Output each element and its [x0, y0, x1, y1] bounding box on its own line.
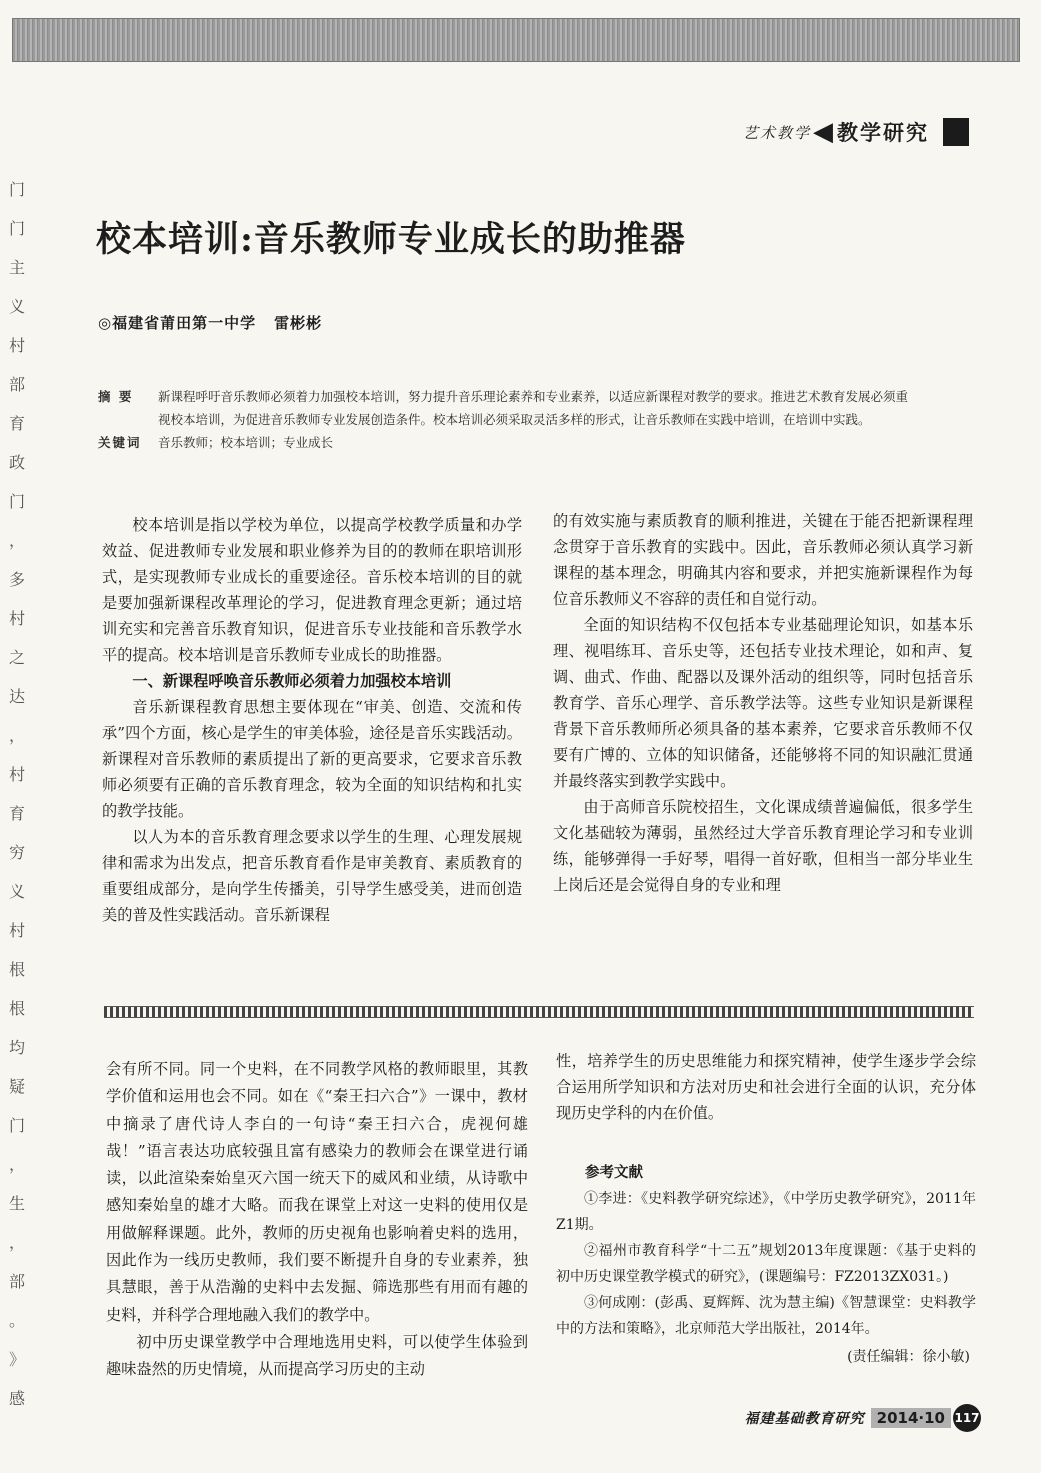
abstract-text: 新课程呼吁音乐教师必须着力加强校本培训，努力提升音乐理论素养和专业素养，以适应新课程对教学的要求。推进艺术教育发展必须重视校本培训，为促进音乐教师专业发展创造条件。校本培训必须采取灵活多样的形式，让音乐教师在实践中培训，在培训中实践。	[158, 389, 909, 427]
edge-fragment: 部	[8, 375, 25, 394]
edge-fragment: 义	[8, 297, 25, 316]
edge-fragment: 村	[8, 336, 25, 355]
journal-name: 福建基础教育研究	[744, 1411, 865, 1427]
edge-fragment: ，	[8, 1233, 25, 1252]
page-footer	[745, 1404, 981, 1432]
arrow-left-icon: ◀	[813, 117, 833, 147]
paragraph: 全面的知识结构不仅包括本专业基础理论知识，如基本乐理、视唱练耳、音乐史等，还包括专业技术理论，如和声、复调、曲式、作曲、配器以及课外活动的组织等，同时包括音乐教育学、音乐心理学、音乐教学法等。这些专业知识是新课程背景下音乐教师所必须具备的基本素养，它要求音乐教师不仅要有广博的、立体的知识储备，还能够将不同的知识融汇贯通并最终落实到教学实践中。	[553, 616, 973, 790]
edge-fragment: ，	[8, 1155, 25, 1174]
edge-fragment: 根	[8, 999, 25, 1018]
abstract-label: 摘 要	[98, 389, 134, 404]
scan-top-band	[12, 18, 1020, 62]
section-block-mark	[943, 118, 969, 146]
edge-fragment: 门	[8, 492, 25, 511]
edge-fragment: 疑	[8, 1077, 25, 1096]
prev-article-column-left	[106, 1056, 528, 1384]
editor-credit: (责任编辑：徐小敏)	[847, 1349, 970, 1365]
paragraph: 校本培训是指以学校为单位，以提高学校教学质量和办学效益、促进教师专业发展和职业修养为目的的教师在职培训形式，是实现教师专业成长的重要途径。音乐校本培训的目的就是要加强新课程改革理论的学习，促进教育理念更新；通过培训充实和完善音乐教育知识，促进音乐专业技能和音乐教学水平的提高。校本培训是音乐教师专业成长的助推器。	[102, 516, 522, 664]
author-line	[98, 312, 322, 333]
article-column-right	[553, 508, 973, 898]
reference-item: ①李进：《史料教学研究综述》，《中学历史教学研究》，2011年Z1期。	[556, 1191, 976, 1233]
edge-fragment: 多	[8, 570, 25, 589]
edge-fragment: 穷	[8, 843, 25, 862]
article-divider	[104, 1006, 974, 1018]
author-name: 雷彬彬	[274, 314, 323, 332]
edge-fragment: 部	[8, 1272, 25, 1291]
edge-fragment: 门	[8, 1116, 25, 1135]
edge-fragment: 村	[8, 921, 25, 940]
edge-fragment: 感	[8, 1389, 25, 1408]
edge-fragment: 》	[8, 1350, 25, 1369]
paragraph: 的有效实施与素质教育的顺利推进，关键在于能否把新课程理念贯穿于音乐教育的实践中。因此，音乐教师必须认真学习新课程的基本理念，明确其内容和要求，并把实施新课程作为每位音乐教师义不容辞的责任和自觉行动。	[553, 512, 973, 608]
issue-number: 2014·10	[871, 1408, 951, 1428]
edge-fragment: 育	[8, 804, 25, 823]
reference-item: ③何成刚：(彭禹、夏辉辉、沈为慧主编)《智慧课堂：史料教学中的方法和策略》，北京师范大学出版社，2014年。	[556, 1295, 976, 1337]
edge-fragment: 村	[8, 765, 25, 784]
edge-fragment: 均	[8, 1038, 25, 1057]
references-title: 参考文献	[585, 1165, 643, 1181]
edge-fragment: 之	[8, 648, 25, 667]
paragraph: 音乐新课程教育思想主要体现在“审美、创造、交流和传承”四个方面，核心是学生的审美体验，途径是音乐实践活动。新课程对音乐教师的素质提出了新的更高要求，它要求音乐教师必须要有正确的音乐教育理念，较为全面的知识结构和扎实的教学技能。	[102, 698, 522, 820]
prev-article-column-right	[556, 1048, 976, 1370]
edge-fragment: 主	[8, 258, 25, 277]
edge-fragment: 达	[8, 687, 25, 706]
edge-fragment: 门	[8, 180, 25, 199]
edge-fragment: 根	[8, 960, 25, 979]
edge-fragment: 村	[8, 609, 25, 628]
section-sub-label: 艺术教学	[742, 123, 811, 142]
paragraph: 由于高师音乐院校招生，文化课成绩普遍偏低，很多学生文化基础较为薄弱，虽然经过大学音乐教育理论学习和专业训练，能够弹得一手好琴，唱得一首好歌，但相当一部分毕业生上岗后还是会觉得自身的专业和理	[553, 798, 973, 894]
section-main-label: 教学研究	[837, 121, 929, 145]
keywords-text: 音乐教师；校本培训；专业成长	[158, 435, 334, 450]
paragraph: 初中历史课堂教学中合理地选用史料，可以使学生体验到趣味盎然的历史情境，从而提高学习历史的主动	[106, 1332, 528, 1379]
edge-fragment: 义	[8, 882, 25, 901]
section-header	[743, 118, 969, 146]
author-org: ◎福建省莆田第一中学	[98, 314, 257, 332]
edge-fragment: 门	[8, 219, 25, 238]
abstract-block	[98, 385, 908, 454]
paragraph: 以人为本的音乐教育理念要求以学生的生理、心理发展规律和需求为出发点，把音乐教育看作是审美教育、素质教育的重要组成部分，是向学生传播美，引导学生感受美，进而创造美的普及性实践活动。音乐新课程	[102, 828, 522, 924]
article-title: 校本培训:音乐教师专业成长的助推器	[96, 219, 686, 260]
edge-fragment: ，	[8, 531, 25, 550]
edge-fragment: ，	[8, 726, 25, 745]
article-column-left	[102, 512, 522, 928]
left-edge-fragments	[2, 170, 32, 1420]
reference-item: ②福州市教育科学“十二五”规划2013年度课题：《基于史料的初中历史课堂教学模式的研究》，(课题编号：FZ2013ZX031。)	[556, 1243, 976, 1285]
edge-fragment: 生	[8, 1194, 25, 1213]
paragraph: 性，培养学生的历史思维能力和探究精神，使学生逐步学会综合运用所学知识和方法对历史和社会进行全面的认识，充分体现历史学科的内在价值。	[556, 1052, 976, 1122]
edge-fragment: 。	[8, 1311, 25, 1330]
edge-fragment: 育	[8, 414, 25, 433]
paragraph: 会有所不同。同一个史料，在不同教学风格的教师眼里，其教学价值和运用也会不同。如在《“秦王扫六合”》一课中，教材中摘录了唐代诗人李白的一句诗“秦王扫六合，虎视何雄哉！”语言表达功底较强且富有感染力的教师会在课堂进行诵读，以此渲染秦始皇灭六国一统天下的威风和业绩，从诗歌中感知秦始皇的雄才大略。而我在课堂上对这一史料的使用仅是用做解释课题。此外，教师的历史视角也影响着史料的选用，因此作为一线历史教师，我们要不断提升自身的专业素养，独具慧眼，善于从浩瀚的史料中去发掘、筛选那些有用而有趣的史料，并科学合理地融入我们的教学中。	[106, 1060, 528, 1324]
page-number-badge: 117	[953, 1404, 981, 1432]
keywords-label: 关键词	[98, 435, 142, 450]
section-heading: 一、新课程呼唤音乐教师必须着力加强校本培训	[132, 672, 452, 690]
edge-fragment: 政	[8, 453, 25, 472]
